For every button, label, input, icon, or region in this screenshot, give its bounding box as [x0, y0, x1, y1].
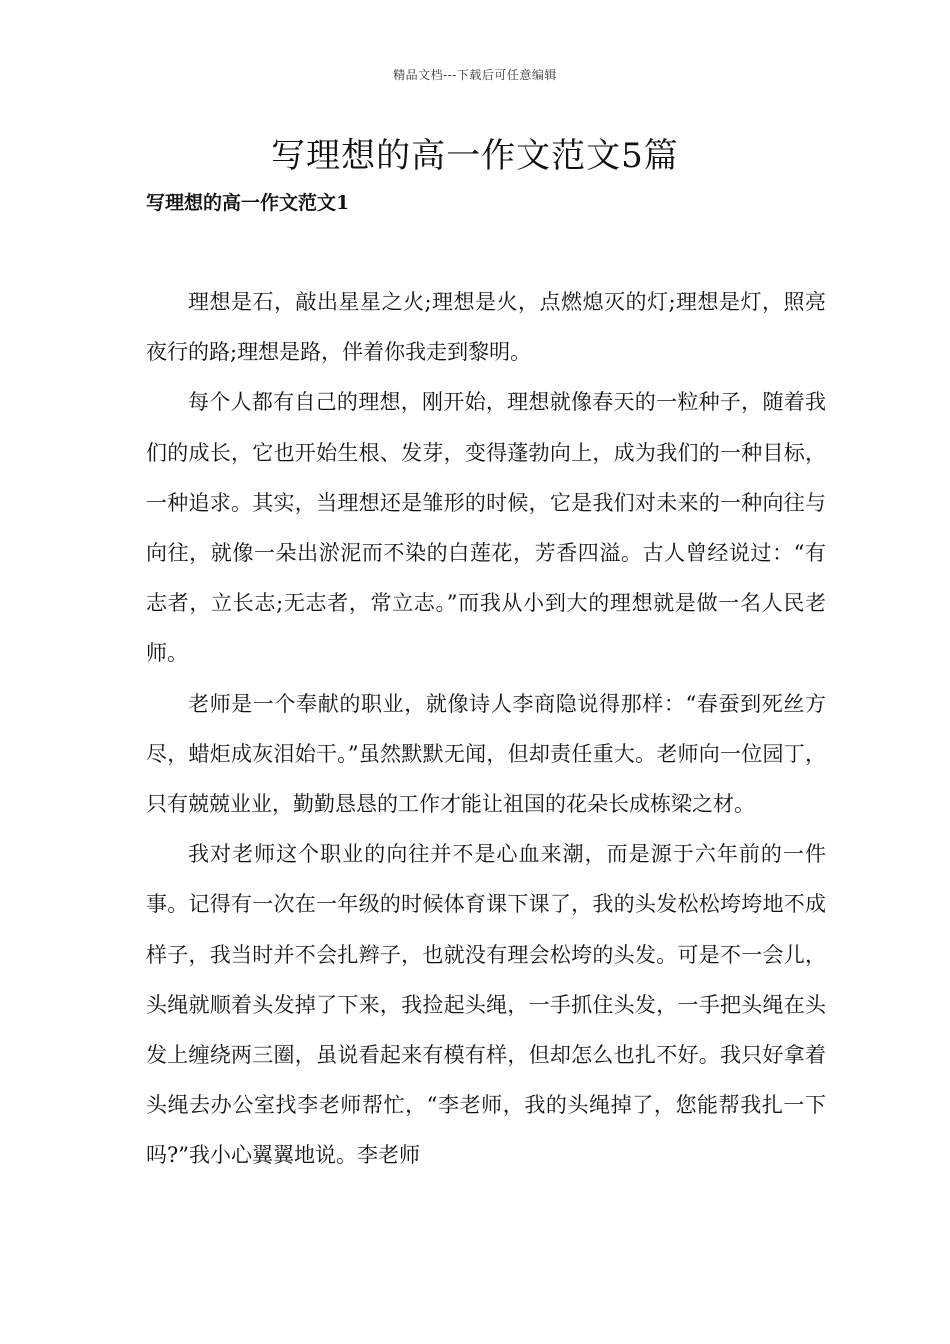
body-text — [146, 277, 826, 1181]
paragraph: 老师是一个奉献的职业，就像诗人李商隐说得那样：“春蚕到死丝方尽，蜡炬成灰泪始干。”虽然默默无闻，但却责任重大。老师向一位园丁，只有兢兢业业，勤勤恳恳的工作才能让祖国的花朵长成栋梁之材。 — [146, 691, 826, 817]
header-note: 精品文档---下载后可任意编辑 — [393, 68, 557, 82]
document-title: 写理想的高一作文范文5篇 — [271, 136, 679, 176]
paragraph: 每个人都有自己的理想，刚开始，理想就像春天的一粒种子，随着我们的成长，它也开始生根、发芽，变得蓬勃向上，成为我们的一种目标，一种追求。其实，当理想还是雏形的时候，它是我们对未来的一种向往与向往，就像一朵出淤泥而不染的白莲花，芳香四溢。古人曾经说过：“有志者，立长志;无志者，常立志。”而我从小到大的理想就是做一名人民老师。 — [146, 390, 826, 666]
section-heading: 写理想的高一作文范文1 — [146, 192, 350, 214]
paragraph: 理想是石，敲出星星之火;理想是火，点燃熄灭的灯;理想是灯，照亮夜行的路;理想是路，伴着你我走到黎明。 — [146, 290, 826, 365]
paragraph: 我对老师这个职业的向往并不是心血来潮，而是源于六年前的一件事。记得有一次在一年级的时候体育课下课了，我的头发松松垮垮地不成样子，我当时并不会扎辫子，也就没有理会松垮的头发。可是不一会儿，头绳就顺着头发掉了下来，我捡起头绳，一手抓住头发，一手把头绳在头发上缠绕两三圈，虽说看起来有模有样，但却怎么也扎不好。我只好拿着头绳去办公室找李老师帮忙，“李老师，我的头绳掉了，您能帮我扎一下吗?”我小心翼翼地说。李老师 — [146, 842, 826, 1168]
